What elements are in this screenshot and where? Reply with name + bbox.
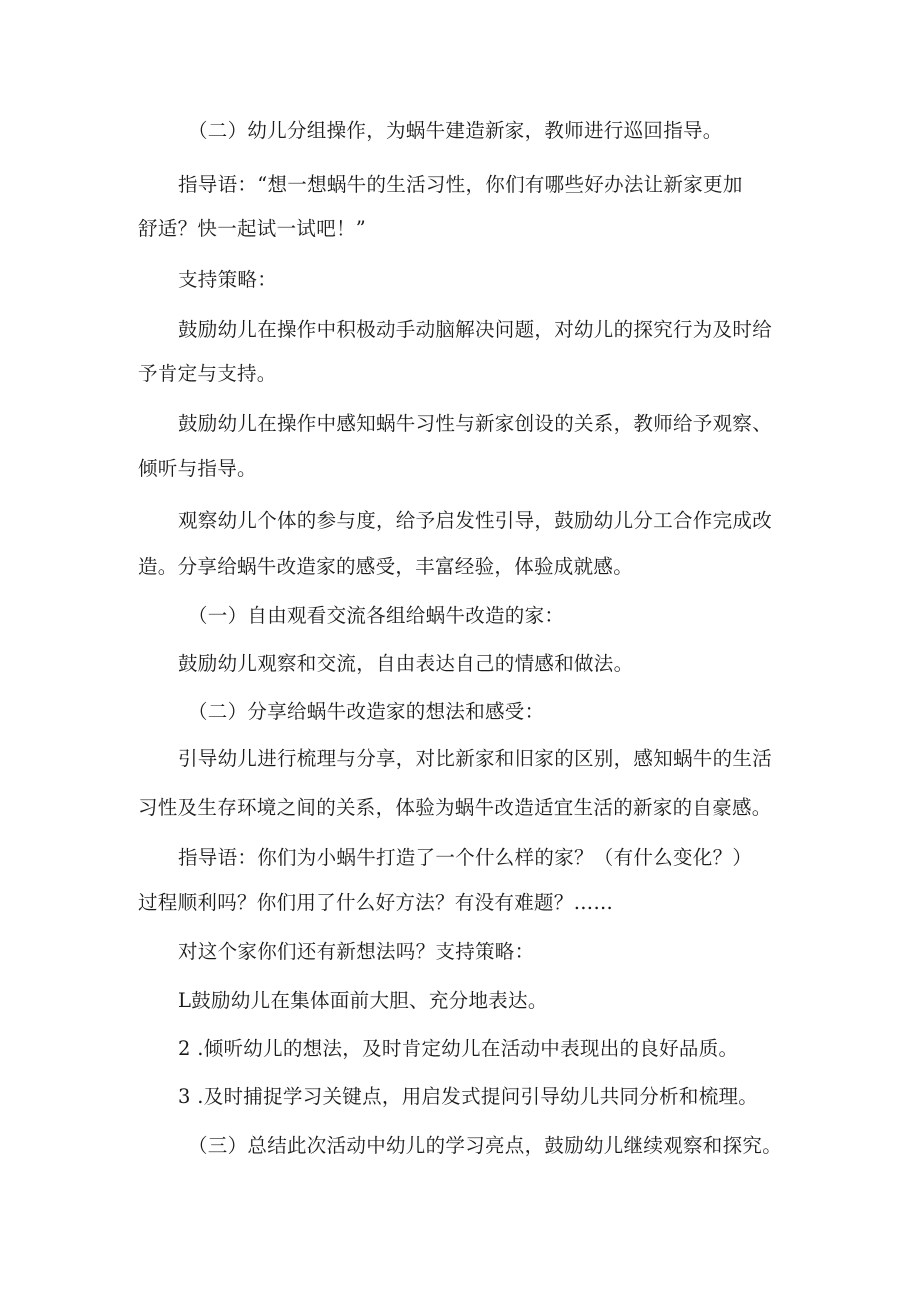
text-line-5: 鼓励幼儿在操作中积极动手动脑解决问题，对幼儿的探究行为及时给 — [178, 318, 773, 341]
text-line-22: （三）总结此次活动中幼儿的学习亮点，鼓励幼儿继续观察和探究。 — [188, 1134, 783, 1157]
text-line-7: 鼓励幼儿在操作中感知蜗牛习性与新家创设的关系，教师给予观察、 — [178, 412, 773, 435]
text-line-11: （一）自由观看交流各组给蜗牛改造的家： — [188, 604, 565, 627]
list-item-1: L鼓励幼儿在集体面前大胆、充分地表达。 — [178, 989, 548, 1012]
text-line-13: （二）分享给蜗牛改造家的想法和感受： — [188, 700, 545, 723]
text-line-2: 指导语：“想一想蜗牛的生活习性，你们有哪些好办法让新家更加 — [178, 173, 743, 196]
text-line-15: 习性及生存环境之间的关系，体验为蜗牛改造适宜生活的新家的自豪感。 — [138, 796, 772, 819]
text-line-1: （二）幼儿分组操作，为蜗牛建造新家，教师进行巡回指导。 — [188, 119, 723, 142]
text-line-9: 观察幼儿个体的参与度，给予启发性引导，鼓励幼儿分工合作完成改 — [178, 509, 773, 532]
text-line-18: 对这个家你们还有新想法吗？支持策略： — [178, 940, 535, 963]
text-line-14: 引导幼儿进行梳理与分享，对比新家和旧家的区别，感知蜗牛的生活 — [178, 747, 773, 770]
text-line-10: 造。分享给蜗牛改造家的感受，丰富经验，体验成就感。 — [138, 555, 634, 578]
text-line-12: 鼓励幼儿观察和交流，自由表达自己的情感和做法。 — [178, 652, 634, 675]
text-line-4: 支持策略： — [178, 268, 278, 291]
list-item-2: 2 .倾听幼儿的想法，及时肯定幼儿在活动中表现出的良好品质。 — [178, 1037, 739, 1060]
list-item-3: 3 .及时捕捉学习关键点，用启发式提问引导幼儿共同分析和梳理。 — [178, 1085, 759, 1108]
text-line-3: 舒适？快一起试一试吧！” — [138, 217, 367, 240]
text-line-8: 倾听与指导。 — [138, 457, 257, 480]
text-line-17: 过程顺利吗？你们用了什么好方法？有没有难题？…… — [138, 891, 614, 914]
text-line-16: 指导语：你们为小蜗牛打造了一个什么样的家？（有什么变化？） — [178, 846, 753, 869]
text-line-6: 予肯定与支持。 — [138, 362, 277, 385]
